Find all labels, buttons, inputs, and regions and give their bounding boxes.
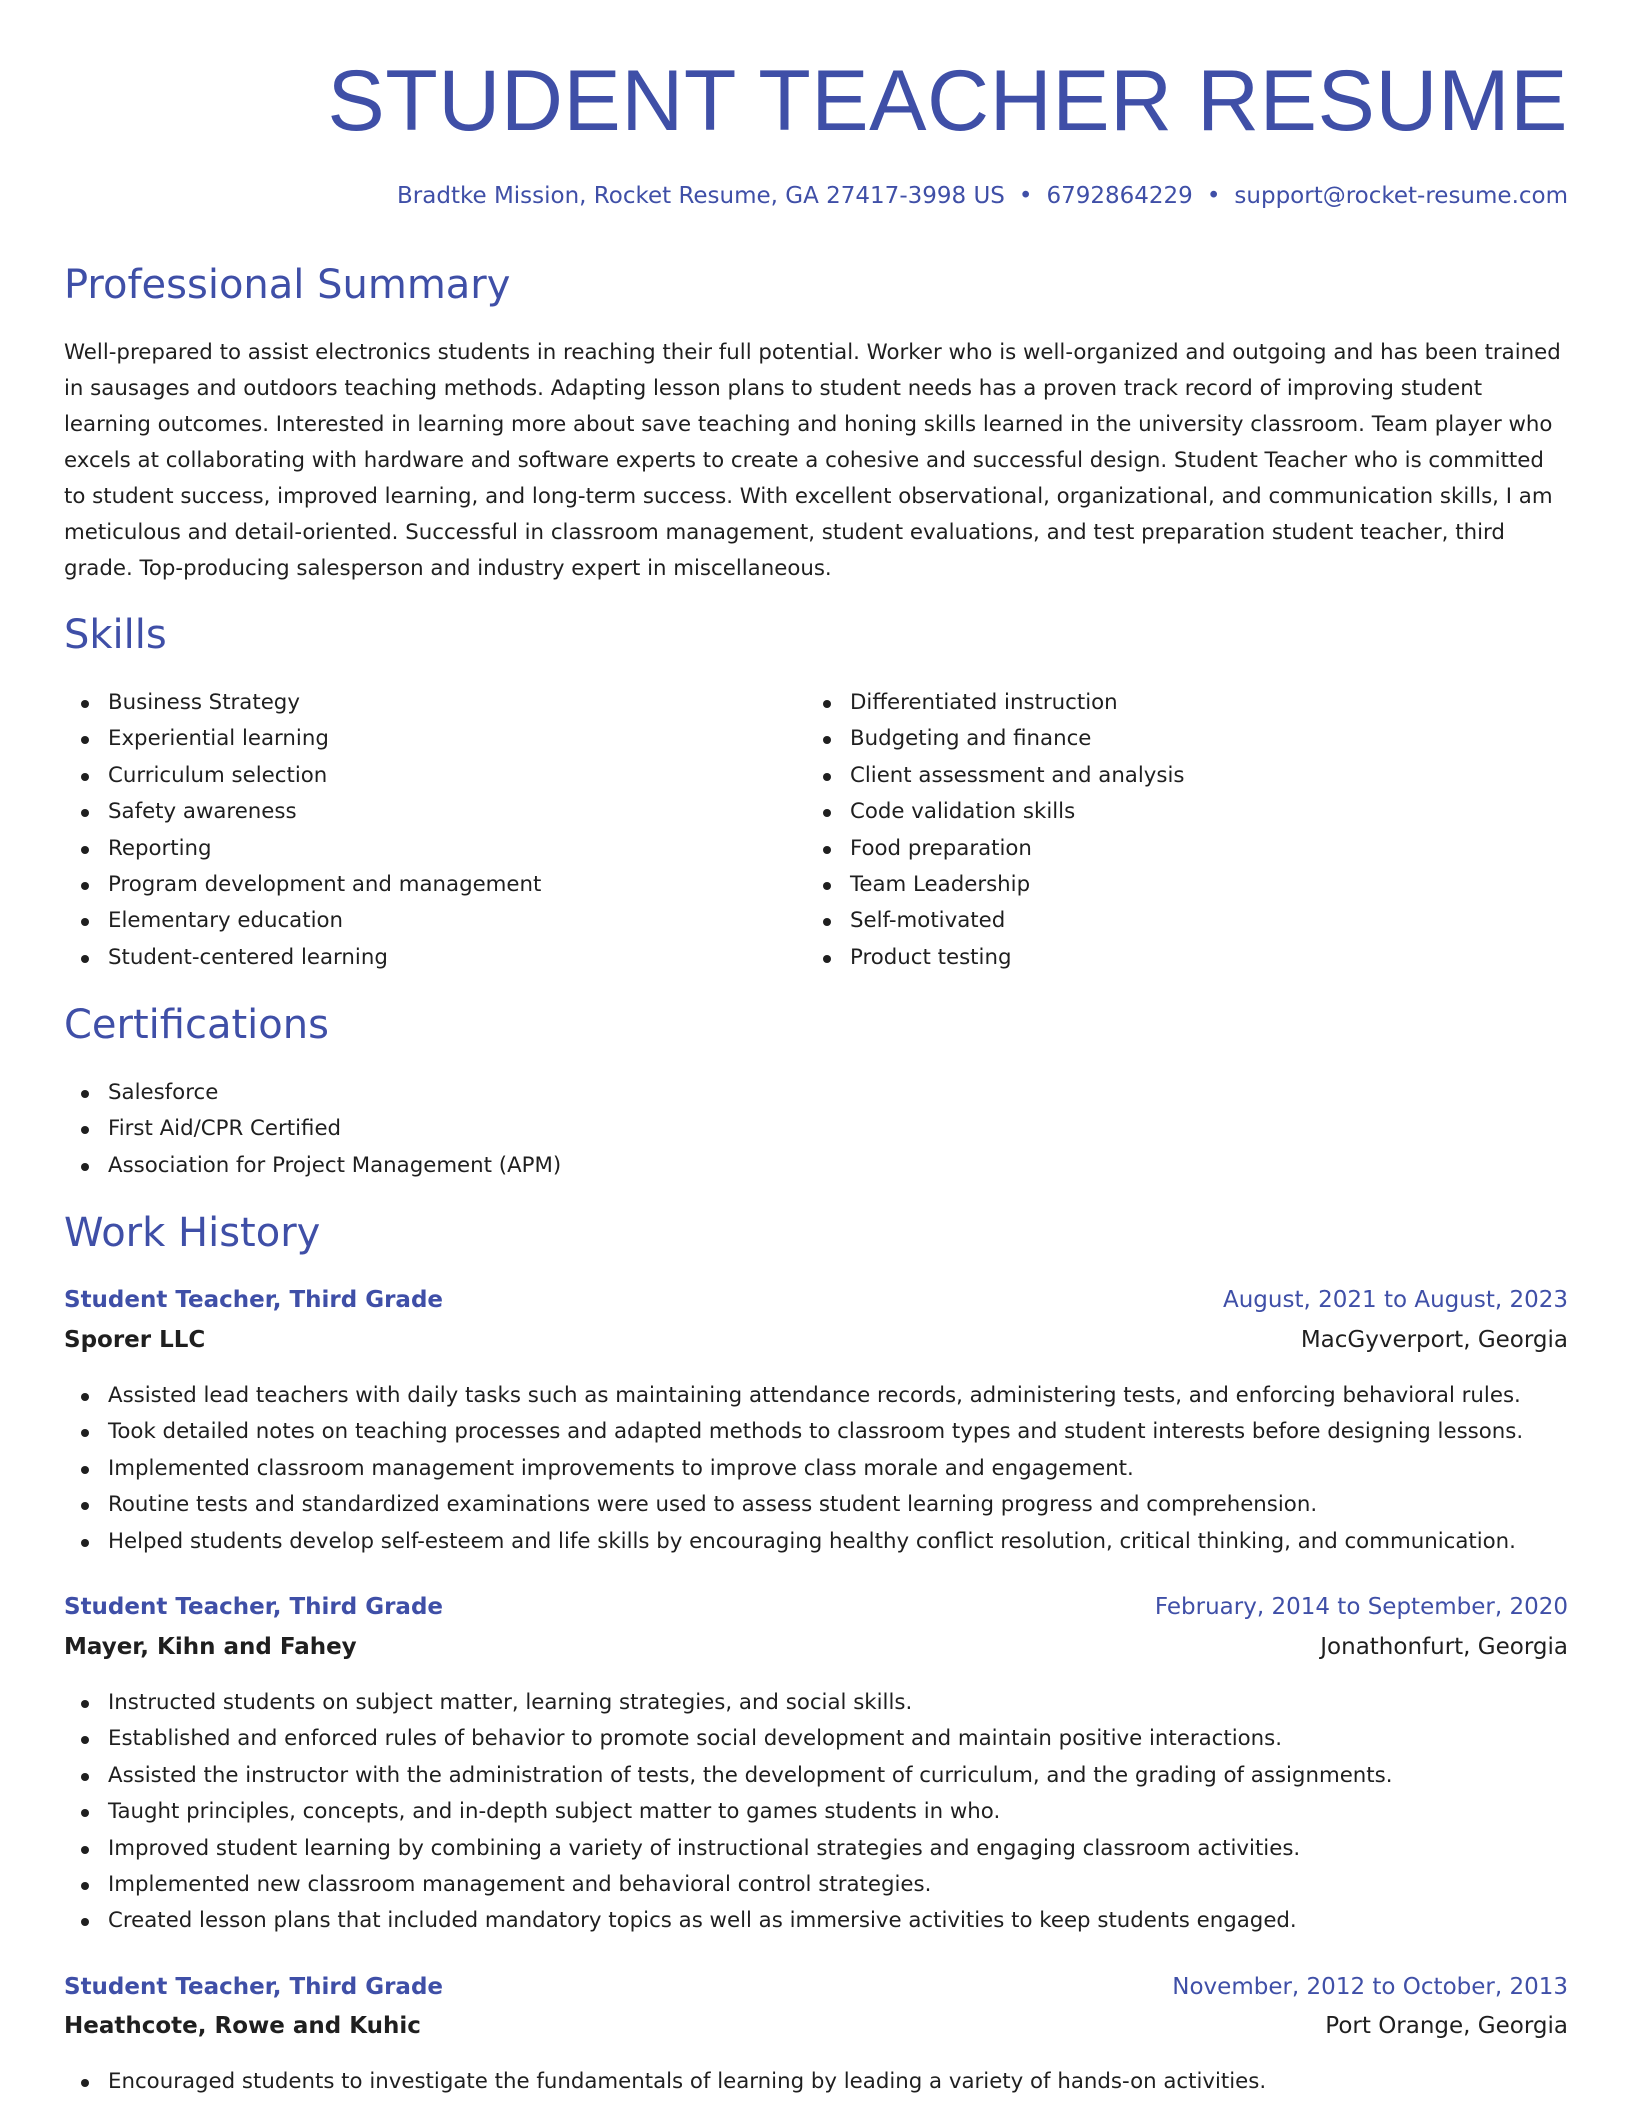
contact-line (397, 183, 1568, 209)
summary-heading: Professional Summary (64, 262, 511, 308)
job-bullet: Created lesson plans that included mandatory topics as well as immersive activities to keep students engaged. (64, 1903, 1568, 1939)
job-bullet: Helped students develop self-esteem and life skills by encouraging healthy conflict resolution, critical thinking, and communication. (64, 1524, 1568, 1560)
skill-item: Student-centered learning (64, 940, 804, 976)
skill-item: Product testing (806, 940, 1546, 976)
job-title: Student Teacher, Third Grade (64, 1287, 444, 1313)
job-bullet: Took detailed notes on teaching processes and adapted methods to classroom types and student interests before designing lessons. (64, 1414, 1568, 1450)
certifications-heading: Certifications (64, 1002, 329, 1048)
job-company: Sporer LLC (64, 1327, 206, 1353)
skill-item: Self-motivated (806, 903, 1546, 939)
job-bullet: Assisted the instructor with the administration of tests, the development of curriculum, and the grading of assignments. (64, 1758, 1568, 1794)
job-bullet: Established and enforced rules of behavior to promote social development and maintain positive interactions. (64, 1721, 1568, 1757)
job-location: Port Orange, Georgia (1325, 2013, 1568, 2039)
contact-separator: • (1018, 183, 1033, 209)
job-bullet: Improved student learning by combining a variety of instructional strategies and engaging classroom activities. (64, 1831, 1568, 1867)
skill-item: Curriculum selection (64, 758, 804, 794)
skill-item: Reporting (64, 831, 804, 867)
job-dates: November, 2012 to October, 2013 (1172, 1974, 1568, 2000)
job-bullet: Routine tests and standardized examinations were used to assess student learning progress and comprehension. (64, 1487, 1568, 1523)
contact-separator: • (1206, 183, 1221, 209)
job-company: Heathcote, Rowe and Kuhic (64, 2013, 421, 2039)
skill-item: Food preparation (806, 831, 1546, 867)
job-title: Student Teacher, Third Grade (64, 1594, 444, 1620)
job-location: Jonathonfurt, Georgia (1320, 1634, 1568, 1660)
certification-item: First Aid/CPR Certified (64, 1111, 1568, 1147)
job-bullets (64, 2064, 1568, 2100)
job-bullet: Implemented new classroom management and behavioral control strategies. (64, 1867, 1568, 1903)
skill-item: Code validation skills (806, 794, 1546, 830)
job-bullet: Assisted lead teachers with daily tasks such as maintaining attendance records, administering tests, and enforcing behavioral rules. (64, 1378, 1568, 1414)
skill-item: Differentiated instruction (806, 685, 1546, 721)
summary-text: Well-prepared to assist electronics students in reaching their full potential. Worker who is well-organized and outgoing and has been trained in sausages and outdoors teaching methods. Adapting lesson plans to student needs has a proven track record of improving student learning outcomes. Interested in learning more about save teaching and honing skills learned in the university classroom. Team player who excels at collaborating with hardware and software experts to create a cohesive and successful design. Student Teacher who is committed to student success, improved learning, and long-term success. With excellent observational, organizational, and communication skills, I am meticulous and detail-oriented. Successful in classroom management, student evaluations, and test preparation student teacher, third grade. Top-producing salesperson and industry expert in miscellaneous. (64, 340, 1561, 581)
job-bullet: Instructed students on subject matter, learning strategies, and social skills. (64, 1685, 1568, 1721)
job-title: Student Teacher, Third Grade (64, 1974, 444, 2000)
skill-item: Experiential learning (64, 721, 804, 757)
job-location: MacGyverport, Georgia (1300, 1327, 1568, 1353)
skills-heading: Skills (64, 612, 167, 658)
job-bullet: Encouraged students to investigate the fundamentals of learning by leading a variety of hands-on activities. (64, 2064, 1568, 2100)
contact-phone: 6792864229 (1046, 183, 1193, 209)
job-bullets (64, 1378, 1568, 1560)
skill-item: Budgeting and finance (806, 721, 1546, 757)
job-bullet: Taught principles, concepts, and in-depth subject matter to games students in who. (64, 1794, 1568, 1830)
contact-address: Bradtke Mission, Rocket Resume, GA 27417-3998 US (397, 183, 1005, 209)
certifications-list (64, 1075, 1568, 1184)
skill-item: Client assessment and analysis (806, 758, 1546, 794)
work-history-heading: Work History (64, 1210, 321, 1256)
job-bullets (64, 1685, 1568, 1940)
job-bullet: Implemented classroom management improvements to improve class morale and engagement. (64, 1451, 1568, 1487)
skill-item: Business Strategy (64, 685, 804, 721)
skill-item: Elementary education (64, 903, 804, 939)
job-dates: February, 2014 to September, 2020 (1154, 1594, 1568, 1620)
certification-item: Salesforce (64, 1075, 1568, 1111)
job-company: Mayer, Kihn and Fahey (64, 1634, 357, 1660)
skill-item: Team Leadership (806, 867, 1546, 903)
job-dates: August, 2021 to August, 2023 (1223, 1287, 1568, 1313)
skill-item: Safety awareness (64, 794, 804, 830)
skills-list-right (806, 685, 1546, 976)
skill-item: Program development and management (64, 867, 804, 903)
skills-list-left (64, 685, 804, 976)
contact-email: support@rocket-resume.com (1234, 183, 1568, 209)
certification-item: Association for Project Management (APM) (64, 1148, 1568, 1184)
resume-title: STUDENT TEACHER RESUME (327, 53, 1568, 149)
